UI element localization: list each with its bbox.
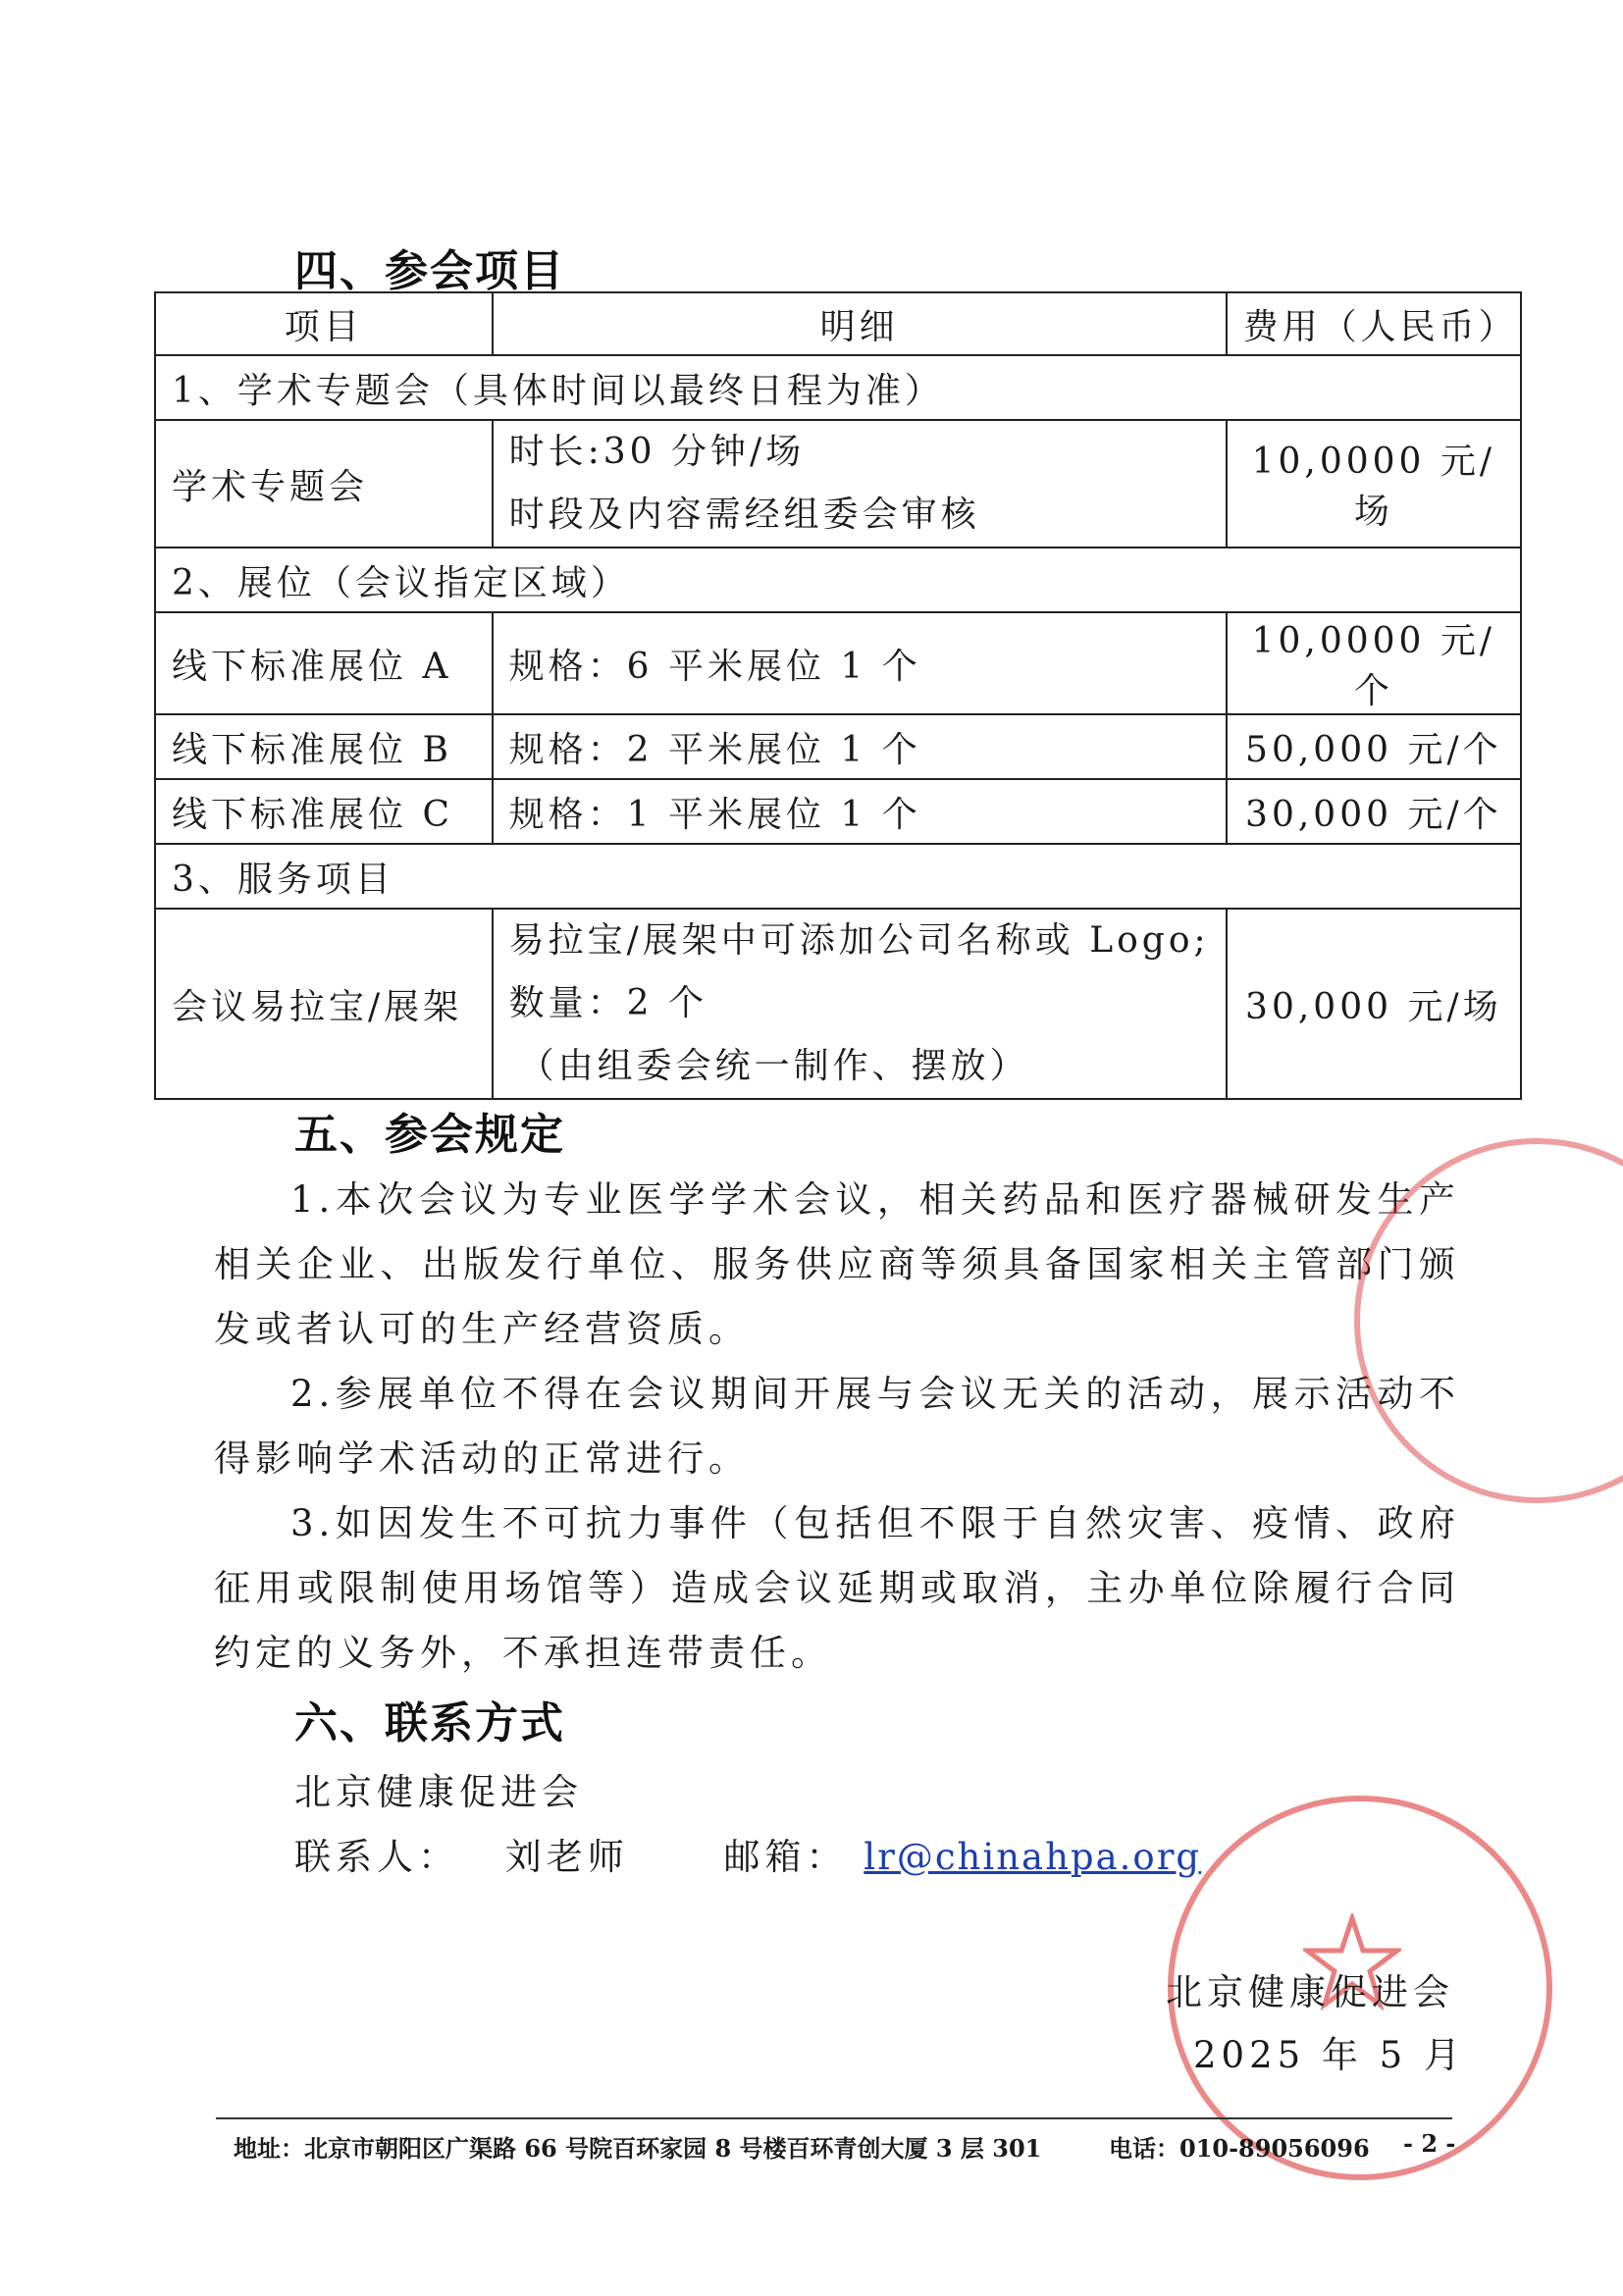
table-row bbox=[155, 612, 1521, 714]
group-label: 1、学术专题会（具体时间以最终日程为准） bbox=[155, 355, 1521, 420]
item-cell: 学术专题会 bbox=[155, 420, 493, 548]
footer-phone: 电话：010-89056096 bbox=[1109, 2134, 1370, 2163]
detail-line: 时段及内容需经组委会审核 bbox=[508, 495, 980, 535]
detail-cell bbox=[493, 420, 1227, 548]
table-row bbox=[155, 779, 1521, 844]
detail-line: 易拉宝/展架中可添加公司名称或 Logo; bbox=[508, 920, 1210, 961]
detail-line: 时长:30 分钟/场 bbox=[508, 432, 806, 472]
group-label: 3、服务项目 bbox=[155, 844, 1521, 909]
contact-label: 联系人： bbox=[294, 1836, 459, 1878]
rule-paragraph bbox=[214, 1491, 1460, 1686]
contact-org: 北京健康促进会 bbox=[294, 1771, 583, 1813]
detail-cell bbox=[493, 909, 1227, 1099]
group-row-academic bbox=[155, 355, 1521, 420]
section-heading-contact: 六、联系方式 bbox=[294, 1698, 565, 1748]
group-row-booth bbox=[155, 548, 1521, 612]
section-heading-items: 四、参会项目 bbox=[294, 246, 565, 296]
email-label: 邮箱： bbox=[723, 1836, 848, 1878]
header-detail: 明细 bbox=[493, 292, 1227, 355]
header-fee: 费用（人民币） bbox=[1227, 292, 1521, 355]
group-row-services bbox=[155, 844, 1521, 909]
detail-line: 数量：2 个 bbox=[508, 983, 707, 1023]
signature-date: 2025 年 5 月 bbox=[1193, 2034, 1465, 2076]
table-row bbox=[155, 714, 1521, 779]
rule-text: 2.参展单位不得在会议期间开展与会议无关的活动，展示活动不得影响学术活动的正常进行。 bbox=[214, 1373, 1460, 1480]
fee-table bbox=[154, 291, 1522, 1100]
footer-address: 地址：北京市朝阳区广渠路 66 号院百环家园 8 号楼百环青创大厦 3 层 301 bbox=[234, 2134, 1042, 2163]
table-row bbox=[155, 420, 1521, 548]
fee-cell: 30,000 元/个 bbox=[1227, 779, 1521, 844]
item-cell: 线下标准展位 C bbox=[155, 779, 493, 844]
rule-text: 3.如因发生不可抗力事件（包括但不限于自然灾害、疫情、政府征用或限制使用场馆等）造成会议延期或取消，主办单位除履行合同约定的义务外，不承担连带责任。 bbox=[214, 1502, 1460, 1674]
table-row bbox=[155, 909, 1521, 1099]
signature-org: 北京健康促进会 bbox=[1166, 1971, 1454, 2013]
footer-divider bbox=[216, 2117, 1452, 2119]
table-header-row bbox=[155, 292, 1521, 355]
email-link[interactable]: lr@chinahpa.org bbox=[864, 1836, 1202, 1878]
contact-line bbox=[294, 1827, 1201, 1880]
contact-name: 刘老师 bbox=[504, 1836, 629, 1878]
detail-cell: 规格：2 平米展位 1 个 bbox=[493, 714, 1227, 779]
item-cell: 会议易拉宝/展架 bbox=[155, 909, 493, 1099]
fee-cell: 50,000 元/个 bbox=[1227, 714, 1521, 779]
item-cell: 线下标准展位 A bbox=[155, 612, 493, 714]
fee-cell: 10,0000 元/场 bbox=[1227, 420, 1521, 548]
rule-text: 1.本次会议为专业医学学术会议，相关药品和医疗器械研发生产相关企业、出版发行单位、服务供应商等须具备国家相关主管部门颁发或者认可的生产经营资质。 bbox=[214, 1178, 1460, 1350]
rule-paragraph bbox=[214, 1168, 1460, 1362]
item-cell: 线下标准展位 B bbox=[155, 714, 493, 779]
section-heading-rules: 五、参会规定 bbox=[294, 1110, 565, 1160]
fee-cell: 30,000 元/场 bbox=[1227, 909, 1521, 1099]
rule-paragraph bbox=[214, 1362, 1460, 1491]
header-item: 项目 bbox=[155, 292, 493, 355]
group-label: 2、展位（会议指定区域） bbox=[155, 548, 1521, 612]
fee-cell: 10,0000 元/个 bbox=[1227, 612, 1521, 714]
detail-cell: 规格：6 平米展位 1 个 bbox=[493, 612, 1227, 714]
page-number: - 2 - bbox=[1403, 2129, 1456, 2158]
detail-cell: 规格：1 平米展位 1 个 bbox=[493, 779, 1227, 844]
detail-line: （由组委会统一制作、摆放） bbox=[518, 1046, 1029, 1086]
